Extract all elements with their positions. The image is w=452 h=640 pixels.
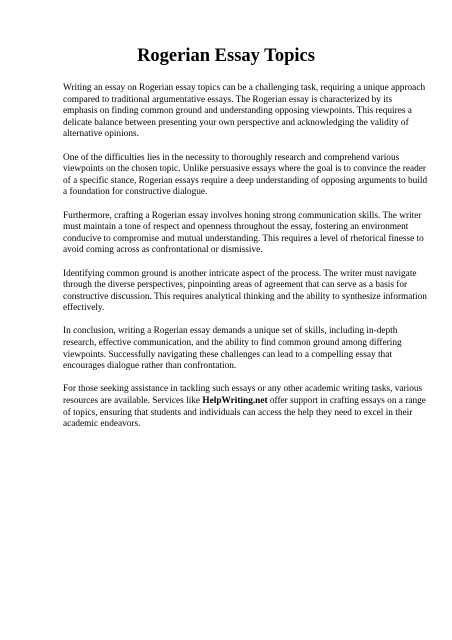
paragraph-intro: Writing an essay on Rogerian essay topics can be a challenging task, requiring a unique approach compared to traditional argumentative essays. The Rogerian essay is characterized by its emphasis on finding common ground and understanding opposing viewpoints. This requires a delicate balance between presenting your own perspective and acknowledging the validity of alternative opinions. (63, 83, 426, 140)
helpwriting-link[interactable]: HelpWriting.net (202, 396, 268, 407)
paragraph-communication: Furthermore, crafting a Rogerian essay involves honing strong communication skills. The writer must maintain a tone of respect and openness throughout the essay, fostering an environment conducive to compromise and mutual understanding. This requires a level of rhetorical finesse to avoid coming across as confrontational or dismissive. (63, 210, 424, 256)
paragraph-conclusion: In conclusion, writing a Rogerian essay demands a unique set of skills, including in-depth research, effective communication, and the ability to find common ground among differing viewpoints. Successfully navigating these challenges can lead to a compelling essay that encourages dialogue rather than confrontation. (63, 326, 402, 372)
closing-text-before-link: For those seeking assistance in tackling such essays or any other academic writing tasks, various resources are available. Services like (63, 384, 423, 407)
paragraph-common-ground: Identifying common ground is another intricate aspect of the process. The writer must navigate through the diverse perspectives, pinpointing areas of agreement that can serve as a basis for constructive discussion. This requires analytical thinking and the ability to synthesize information effectively. (63, 268, 427, 314)
paragraph-difficulties: One of the difficulties lies in the necessity to thoroughly research and comprehend various viewpoints on the chosen topic. Unlike persuasive essays where the goal is to convince the reader of a specific stance, Rogerian essays require a deep understanding of opposing arguments to build a foundation for constructive dialogue. (63, 152, 428, 198)
page-title: Rogerian Essay Topics (137, 46, 315, 66)
closing-text-after-link: offer support in crafting essays on a range of topics, ensuring that students and individuals can access the help they need to excel in their academic endeavors. (63, 396, 426, 430)
paragraph-closing (63, 384, 428, 430)
document-body (63, 83, 428, 442)
